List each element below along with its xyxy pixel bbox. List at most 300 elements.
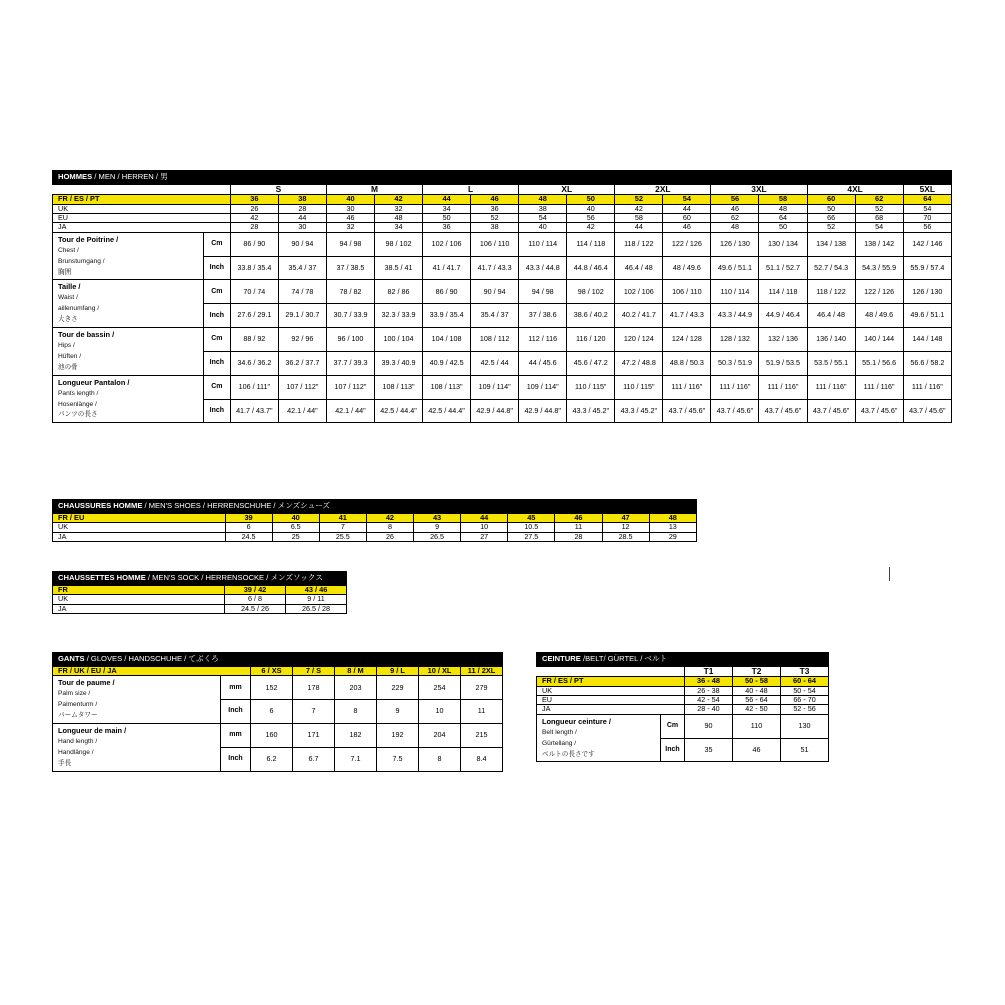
men-chest-cm-9: 122 / 126 [663,232,711,256]
men-uk-v1: 28 [278,204,326,213]
men-fr-44: 44 [423,195,471,205]
shoes-fr-5: 44 [461,513,508,523]
socks-fr-0: 39 / 42 [225,585,286,595]
men-uk-v12: 50 [807,204,855,213]
men-row-label: JA [53,223,231,232]
belt-eu-2: 66 - 70 [781,696,829,705]
belt-group-t2: T2 [733,666,781,677]
men-pants-cm-1: 107 / 112" [278,375,326,399]
men-uk-v7: 40 [567,204,615,213]
men-row-eu [53,214,952,223]
belt-length-in-2: 51 [781,738,829,762]
belt-row-ja [537,705,829,714]
men-hips-in-2: 37.7 / 39.3 [326,351,374,375]
men-pants-in-12: 43.7 / 45.6" [807,399,855,423]
men-hips-cm-2: 96 / 100 [326,328,374,352]
gloves-palm-mm-3: 229 [377,676,419,700]
men-pants-sub-2: パンツの長さ [58,411,98,419]
men-chest-cm-5: 106 / 110 [471,232,519,256]
belt-uk-0: 26 - 38 [685,686,733,695]
men-waist-in-10: 43.3 / 44.9 [711,304,759,328]
men-hips-cm-6: 112 / 116 [519,328,567,352]
shoes-row-ja [53,532,697,541]
men-chest-in-12: 52.7 / 54.3 [807,256,855,280]
shoes-ja-3: 26 [366,532,413,541]
gloves-hand-mm-0: 160 [251,723,293,747]
men-chest-in-1: 35.4 / 37 [278,256,326,280]
socks-uk-1: 9 / 11 [286,595,347,604]
belt-row-label: EU [537,696,685,705]
men-hips-cm-9: 124 / 128 [663,328,711,352]
men-pants-inch-unit: Inch [203,399,230,423]
gloves-palm-mm-2: 203 [335,676,377,700]
gloves-palm-in-2: 8 [335,700,377,724]
gloves-hand-mm-unit: mm [221,723,251,747]
men-ja-v14: 56 [903,223,951,232]
men-chest-cm-unit: Cm [203,232,230,256]
men-hips-in-8: 47.2 / 48.8 [615,351,663,375]
socks-header-rest: / MEN'S SOCK / HERRENSOCKE / メンズソックス [147,573,323,582]
men-uk-v14: 54 [903,204,951,213]
gloves-hand-inch-unit: Inch [221,747,251,771]
men-fr-46: 46 [471,195,519,205]
socks-row-label: UK [53,595,225,604]
men-chest-cm-8: 118 / 122 [615,232,663,256]
shoes-ja-7: 28 [555,532,602,541]
men-group-2xl: 2XL [615,184,711,195]
men-uk-v10: 46 [711,204,759,213]
men-uk-v0: 26 [230,204,278,213]
men-ja-v12: 52 [807,223,855,232]
gloves-hand-mm-3: 192 [377,723,419,747]
men-fr-52: 52 [615,195,663,205]
spacer-cell [661,666,685,677]
men-pants-cm-6: 109 / 114" [519,375,567,399]
men-pants-in-0: 41.7 / 43.7" [230,399,278,423]
men-chest-in-8: 46.4 / 48 [615,256,663,280]
men-waist-title: Taille / [58,282,81,292]
men-group-3xl: 3XL [711,184,807,195]
belt-ja-2: 52 - 56 [781,705,829,714]
socks-ja-0: 24.5 / 26 [225,604,286,613]
men-waist-cm-row [53,280,952,304]
men-pants-in-5: 42.9 / 44.8" [471,399,519,423]
men-row-label: EU [53,214,231,223]
men-ja-v8: 44 [615,223,663,232]
shoes-header-bold: CHAUSSURES HOMME [58,501,143,510]
men-pants-sub-0: Pants length / [58,389,99,397]
men-pants-in-11: 43.7 / 45.6" [759,399,807,423]
gloves-hand-mm-2: 182 [335,723,377,747]
men-hips-cm-row [53,328,952,352]
men-chest-in-13: 54.3 / 55.9 [855,256,903,280]
men-pants-in-9: 43.7 / 45.6" [663,399,711,423]
belt-length-title: Longueur ceinture / [542,716,611,726]
belt-length-cm-2: 130 [781,714,829,738]
gloves-header-bold: GANTS [58,654,85,663]
men-waist-in-1: 29.1 / 30.7 [278,304,326,328]
shoes-uk-5: 10 [461,523,508,532]
belt-header-rest: /BELT/ GÜRTEL / ベルト [582,654,668,663]
men-fr-54: 54 [663,195,711,205]
men-chest-cm-3: 98 / 102 [374,232,422,256]
men-fr-58: 58 [759,195,807,205]
gloves-hand-mm-row [53,723,503,747]
men-ja-v11: 50 [759,223,807,232]
gloves-palm-label [53,676,221,724]
belt-row-eu [537,696,829,705]
shoes-fr-4: 43 [414,513,461,523]
shoes-uk-8: 12 [602,523,649,532]
men-chest-cm-12: 134 / 138 [807,232,855,256]
gloves-palm-mm-4: 254 [419,676,461,700]
men-chest-cm-4: 102 / 106 [423,232,471,256]
men-eu-v0: 42 [230,214,278,223]
men-hips-cm-7: 116 / 120 [567,328,615,352]
men-hips-inch-unit: Inch [203,351,230,375]
gloves-hand-sub-2: 手長 [58,759,72,767]
spacer-cell [203,184,230,195]
men-hips-cm-0: 88 / 92 [230,328,278,352]
gloves-hand-in-3: 7.5 [377,747,419,771]
men-hips-in-7: 45.6 / 47.2 [567,351,615,375]
men-hips-in-4: 40.9 / 42.5 [423,351,471,375]
men-hips-cm-10: 128 / 132 [711,328,759,352]
men-ja-v3: 34 [374,223,422,232]
men-row-label: UK [53,204,231,213]
gloves-header-rest: / GLOVES / HANDSCHUHE / てぶくろ [86,654,219,663]
men-ja-v9: 46 [663,223,711,232]
belt-group-t3: T3 [781,666,829,677]
belt-fr-2: 60 - 64 [781,677,829,687]
men-waist-cm-2: 78 / 82 [326,280,374,304]
gloves-palm-mm-5: 279 [461,676,503,700]
gloves-hand-mm-1: 171 [293,723,335,747]
men-ja-v13: 54 [855,223,903,232]
belt-length-cm-row [537,714,829,738]
men-group-xl: XL [519,184,615,195]
men-hips-cm-11: 132 / 136 [759,328,807,352]
men-waist-cm-12: 118 / 122 [807,280,855,304]
men-fr-48: 48 [519,195,567,205]
men-chest-sub-2: 胸囲 [58,268,72,276]
men-chest-in-11: 51.1 / 52.7 [759,256,807,280]
men-hips-sub-1: Hüften / [58,352,82,360]
shoes-fr-6: 45 [508,513,555,523]
men-chest-label [53,232,204,280]
men-waist-cm-3: 82 / 86 [374,280,422,304]
men-waist-cm-5: 90 / 94 [471,280,519,304]
men-hips-in-3: 39.3 / 40.9 [374,351,422,375]
men-waist-cm-0: 70 / 74 [230,280,278,304]
men-waist-in-13: 48 / 49.6 [855,304,903,328]
men-group-m: M [326,184,422,195]
shoes-fr-0: 39 [225,513,272,523]
men-uk-v4: 34 [423,204,471,213]
gloves-palm-sub-0: Palm size / [58,690,91,698]
men-hips-title: Tour de bassin / [58,330,115,340]
gloves-hand-in-2: 7.1 [335,747,377,771]
men-waist-in-0: 27.6 / 29.1 [230,304,278,328]
gloves-hand-in-5: 8.4 [461,747,503,771]
men-hips-sub-2: 池の骨 [58,363,78,371]
men-pants-label [53,375,204,423]
men-chest-cm-10: 126 / 130 [711,232,759,256]
men-eu-v4: 50 [423,214,471,223]
shoes-row-label: FR / EU [53,513,226,523]
gloves-size-0: 6 / XS [251,666,293,676]
shoes-row-label: JA [53,532,226,541]
men-waist-cm-1: 74 / 78 [278,280,326,304]
men-waist-sub-1: aillenumfang / [58,305,100,313]
belt-header-bold: CEINTURE [542,654,581,663]
gloves-size-5: 11 / 2XL [461,666,503,676]
men-uk-v11: 48 [759,204,807,213]
men-waist-in-6: 37 / 38.6 [519,304,567,328]
men-chest-cm-6: 110 / 114 [519,232,567,256]
men-pants-cm-11: 111 / 116" [759,375,807,399]
belt-length-sub-2: ベルトの長さです [542,750,595,758]
page-tick-mark [889,567,890,581]
gloves-hand-sub-0: Hand length / [58,737,98,745]
belt-fr-0: 36 - 48 [685,677,733,687]
men-fr-62: 62 [855,195,903,205]
men-waist-in-14: 49.6 / 51.1 [903,304,951,328]
belt-group-t1: T1 [685,666,733,677]
men-chest-in-10: 49.6 / 51.1 [711,256,759,280]
gloves-hand-label [53,723,221,771]
belt-row-uk [537,686,829,695]
men-waist-in-7: 38.6 / 40.2 [567,304,615,328]
men-hips-cm-14: 144 / 148 [903,328,951,352]
men-fr-64: 64 [903,195,951,205]
gloves-palm-in-1: 7 [293,700,335,724]
men-chest-cm-1: 90 / 94 [278,232,326,256]
men-hips-cm-unit: Cm [203,328,230,352]
shoes-row-uk [53,523,697,532]
men-waist-in-8: 40.2 / 41.7 [615,304,663,328]
gloves-palm-in-0: 6 [251,700,293,724]
belt-ja-0: 28 - 40 [685,705,733,714]
gloves-palm-mm-1: 178 [293,676,335,700]
spacer-cell [53,184,204,195]
men-waist-cm-unit: Cm [203,280,230,304]
men-size-group-row [53,184,952,195]
men-waist-cm-11: 114 / 118 [759,280,807,304]
men-pants-cm-13: 111 / 116" [855,375,903,399]
men-hips-cm-12: 136 / 140 [807,328,855,352]
men-group-5xl: 5XL [903,184,951,195]
gloves-size-row [53,666,503,676]
men-eu-v5: 52 [471,214,519,223]
men-hips-in-6: 44 / 45.6 [519,351,567,375]
men-hips-in-0: 34.6 / 36.2 [230,351,278,375]
men-pants-in-1: 42.1 / 44" [278,399,326,423]
men-waist-in-4: 33.9 / 35.4 [423,304,471,328]
shoes-uk-1: 6.5 [272,523,319,532]
gloves-palm-inch-unit: Inch [221,700,251,724]
gloves-palm-mm-row [53,676,503,700]
shoes-fr-9: 48 [649,513,696,523]
belt-fr-1: 50 - 58 [733,677,781,687]
men-hips-in-10: 50.3 / 51.9 [711,351,759,375]
men-waist-in-11: 44.9 / 46.4 [759,304,807,328]
men-ja-v5: 38 [471,223,519,232]
men-group-4xl: 4XL [807,184,903,195]
belt-length-in-0: 35 [685,738,733,762]
gloves-table [52,652,503,772]
belt-row-label: JA [537,705,685,714]
shoes-fr-3: 42 [366,513,413,523]
men-eu-v9: 60 [663,214,711,223]
socks-ja-1: 26.5 / 28 [286,604,347,613]
men-hips-sub-0: Hips / [58,342,75,350]
men-pants-in-13: 43.7 / 45.6" [855,399,903,423]
gloves-palm-in-3: 9 [377,700,419,724]
gloves-size-2: 8 / M [335,666,377,676]
shoes-fr-7: 46 [555,513,602,523]
men-uk-v13: 52 [855,204,903,213]
men-waist-in-9: 41.7 / 43.3 [663,304,711,328]
men-group-l: L [423,184,519,195]
socks-row-fr [53,585,347,595]
men-uk-v8: 42 [615,204,663,213]
gloves-palm-sub-2: パームタワー [58,712,98,719]
men-uk-v9: 44 [663,204,711,213]
men-pants-cm-9: 111 / 116" [663,375,711,399]
shoes-uk-7: 11 [555,523,602,532]
socks-row-label: FR [53,585,225,595]
shoes-ja-2: 25.5 [319,532,366,541]
socks-uk-0: 6 / 8 [225,595,286,604]
men-row-label: FR / ES / PT [53,195,231,205]
men-waist-cm-10: 110 / 114 [711,280,759,304]
men-row-uk [53,204,952,213]
men-eu-v1: 44 [278,214,326,223]
men-waist-sub-2: 大きさ [58,316,78,324]
men-table-header [53,171,952,185]
shoes-ja-1: 25 [272,532,319,541]
men-hips-cm-8: 120 / 124 [615,328,663,352]
men-hips-in-13: 55.1 / 56.6 [855,351,903,375]
men-group-s: S [230,184,326,195]
men-uk-v3: 32 [374,204,422,213]
gloves-hand-in-4: 8 [419,747,461,771]
men-waist-cm-7: 98 / 102 [567,280,615,304]
shoes-header-rest: / MEN'S SHOES / HERRENSCHUHE / メンズシューズ [144,501,331,510]
shoes-uk-6: 10.5 [508,523,555,532]
gloves-palm-sub-1: Palmenturm / [58,701,98,709]
men-pants-cm-4: 108 / 113" [423,375,471,399]
men-eu-v6: 54 [519,214,567,223]
gloves-size-4: 10 / XL [419,666,461,676]
men-hips-in-5: 42.5 / 44 [471,351,519,375]
gloves-palm-in-5: 11 [461,700,503,724]
men-fr-50: 50 [567,195,615,205]
men-waist-cm-9: 106 / 110 [663,280,711,304]
socks-table-header [53,572,347,586]
gloves-size-1: 7 / S [293,666,335,676]
socks-row-label: JA [53,604,225,613]
men-eu-v3: 48 [374,214,422,223]
men-pants-in-3: 42.5 / 44.4" [374,399,422,423]
belt-eu-0: 42 - 54 [685,696,733,705]
shoes-ja-8: 28.5 [602,532,649,541]
men-ja-v4: 36 [423,223,471,232]
men-uk-v6: 38 [519,204,567,213]
gloves-hand-mm-4: 204 [419,723,461,747]
socks-row-ja [53,604,347,613]
men-fr-40: 40 [326,195,374,205]
men-pants-cm-8: 110 / 115" [615,375,663,399]
men-chest-in-7: 44.8 / 46.4 [567,256,615,280]
men-chest-cm-7: 114 / 118 [567,232,615,256]
men-eu-v2: 46 [326,214,374,223]
men-uk-v2: 30 [326,204,374,213]
belt-row-label: FR / ES / PT [537,677,685,687]
shoes-table-header [53,500,697,514]
men-row-ja [53,223,952,232]
gloves-palm-mm-unit: mm [221,676,251,700]
gloves-table-header [53,653,503,667]
men-waist-cm-13: 122 / 126 [855,280,903,304]
gloves-palm-mm-0: 152 [251,676,293,700]
men-waist-cm-14: 126 / 130 [903,280,951,304]
belt-length-in-1: 46 [733,738,781,762]
belt-length-inch-unit: Inch [661,738,685,762]
men-pants-in-6: 42.9 / 44.8" [519,399,567,423]
men-pants-cm-2: 107 / 112" [326,375,374,399]
men-ja-v7: 42 [567,223,615,232]
shoes-ja-0: 24.5 [225,532,272,541]
men-hips-cm-1: 92 / 96 [278,328,326,352]
men-fr-38: 38 [278,195,326,205]
belt-length-label [537,714,661,762]
men-hips-in-14: 56.6 / 58.2 [903,351,951,375]
belt-ja-1: 42 - 50 [733,705,781,714]
socks-row-uk [53,595,347,604]
shoes-ja-5: 27 [461,532,508,541]
men-pants-in-10: 43.7 / 45.6" [711,399,759,423]
men-eu-v7: 56 [567,214,615,223]
men-row-fr-es-pt [53,195,952,205]
shoes-ja-9: 29 [649,532,696,541]
men-ja-v10: 48 [711,223,759,232]
shoes-row-label: UK [53,523,226,532]
men-pants-in-2: 42.1 / 44" [326,399,374,423]
belt-table-header [537,653,829,667]
belt-row-label: UK [537,686,685,695]
men-eu-v10: 62 [711,214,759,223]
men-chest-in-0: 33.8 / 35.4 [230,256,278,280]
men-hips-cm-13: 140 / 144 [855,328,903,352]
shoes-uk-3: 8 [366,523,413,532]
belt-uk-1: 40 - 48 [733,686,781,695]
men-waist-in-5: 35.4 / 37 [471,304,519,328]
men-ja-v1: 30 [278,223,326,232]
men-chest-in-14: 55.9 / 57.4 [903,256,951,280]
men-pants-in-7: 43.3 / 45.2" [567,399,615,423]
shoes-row-fr-eu [53,513,697,523]
men-ja-v0: 28 [230,223,278,232]
men-pants-cm-12: 111 / 116" [807,375,855,399]
men-hips-cm-4: 104 / 108 [423,328,471,352]
men-eu-v11: 64 [759,214,807,223]
belt-length-cm-1: 110 [733,714,781,738]
men-pants-cm-unit: Cm [203,375,230,399]
belt-uk-2: 50 - 54 [781,686,829,695]
men-hips-in-11: 51.9 / 53.5 [759,351,807,375]
